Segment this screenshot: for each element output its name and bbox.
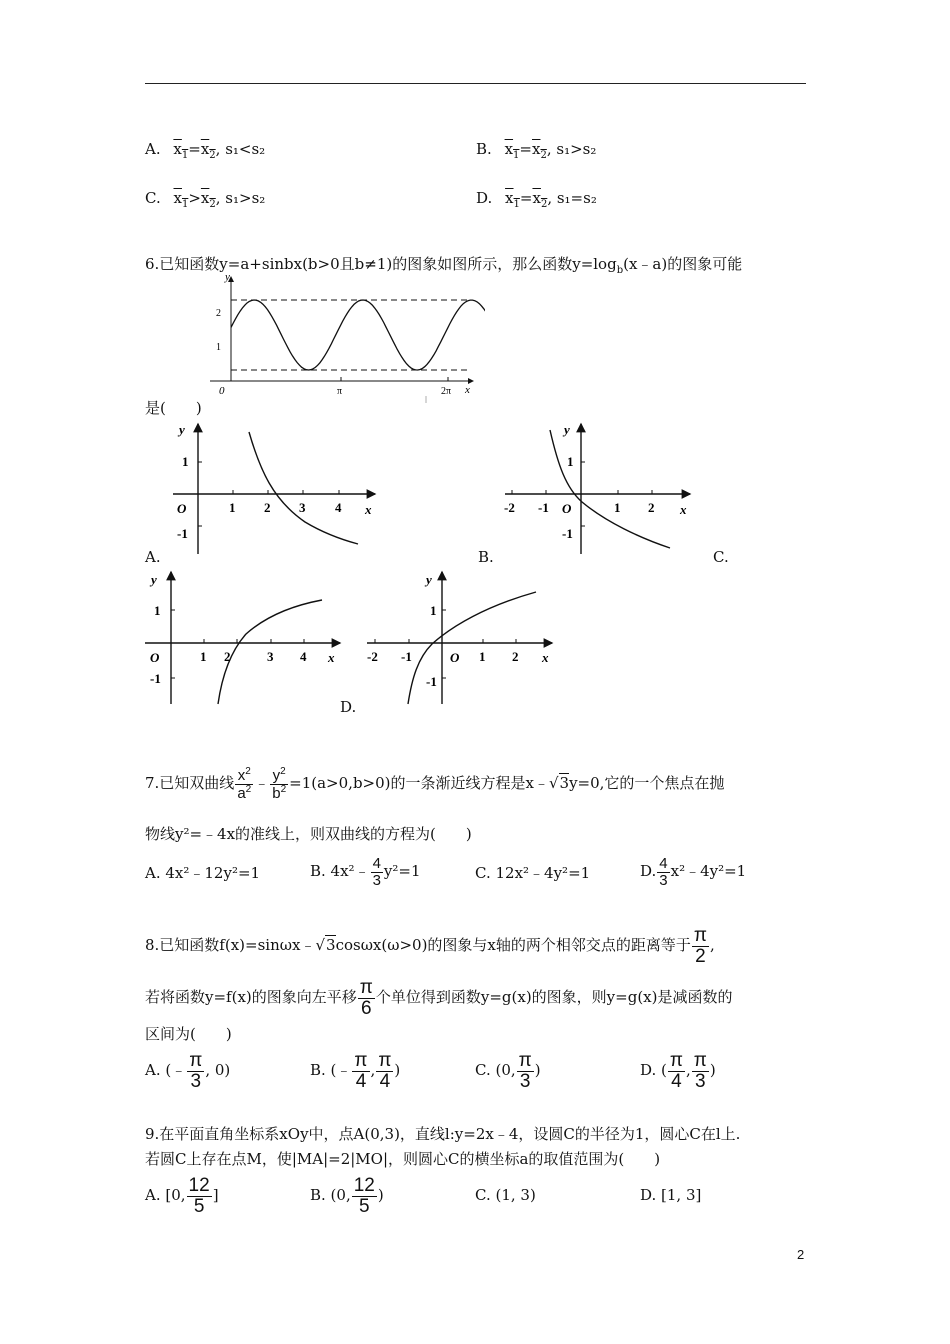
svg-text:3: 3 xyxy=(299,500,306,515)
svg-text:2: 2 xyxy=(224,649,231,664)
q6-label-d: D. xyxy=(340,698,357,716)
q8-option-c: C. (0, $\frac{\pi}{3}$ ) xyxy=(475,1049,541,1092)
graph-b xyxy=(500,420,700,560)
sine-pi-label: π xyxy=(337,386,343,397)
q6-label-c: C. xyxy=(713,548,729,566)
q5-option-a: A. $x_1=x_2$, s₁<s₂ xyxy=(145,140,266,161)
q9-option-c: C. (1, 3) xyxy=(475,1186,536,1204)
svg-text:2: 2 xyxy=(512,649,519,664)
svg-text:-1: -1 xyxy=(562,526,573,541)
svg-text:x: x xyxy=(328,650,335,665)
svg-text:-2: -2 xyxy=(367,649,378,664)
sine-curve xyxy=(231,300,485,370)
svg-text:-2: -2 xyxy=(504,500,515,515)
page-number: 2 xyxy=(797,1247,805,1262)
svg-text:2: 2 xyxy=(648,500,655,515)
svg-text:3: 3 xyxy=(267,649,274,664)
svg-text:O: O xyxy=(177,501,187,516)
svg-text:-1: -1 xyxy=(426,674,437,689)
q8-option-a: A. (﹣ $\frac{\pi}{3}$ , 0) xyxy=(145,1049,231,1092)
svg-text:y: y xyxy=(564,422,570,437)
header-rule xyxy=(145,83,806,84)
svg-text:1: 1 xyxy=(154,603,161,618)
svg-text:O: O xyxy=(562,501,572,516)
q5-option-d: D. $x_1=x_2$, s₁=s₂ xyxy=(476,189,597,210)
q9-stem-line1: 9.在平面直角坐标系xOy中，点A(0,3)，直线l:y=2x﹣4，设圆C的半径为1，圆心C在l上. xyxy=(145,1125,741,1143)
svg-text:y: y xyxy=(426,572,432,587)
sine-x-label: x xyxy=(465,384,470,396)
svg-text:-1: -1 xyxy=(538,500,549,515)
q6-stem-line2: 是( ) xyxy=(145,399,202,417)
svg-text:1: 1 xyxy=(567,454,574,469)
q7-option-b: B. 4x²﹣ $\frac{4}{3}$ y²=1 xyxy=(310,854,421,889)
sine-y-label: y xyxy=(225,273,230,283)
svg-text:-1: -1 xyxy=(150,671,161,686)
q6-label-b: B. xyxy=(478,548,494,566)
q8-option-b: B. (﹣ $\frac{\pi}{4}$ , $\frac{\pi}{4}$ ) xyxy=(310,1049,401,1092)
svg-text:1: 1 xyxy=(182,454,189,469)
sine-origin-label: 0 xyxy=(219,385,225,397)
sine-2pi-label: 2π xyxy=(441,386,452,397)
q5-option-b: B. $x_1=x_2$, s₁>s₂ xyxy=(476,140,597,161)
q9-option-d: D. [1, 3] xyxy=(640,1186,702,1204)
sine-tick-1: 1 xyxy=(216,342,221,353)
q7-option-d: D. $\frac{4}{3}$ x²﹣4y²=1 xyxy=(640,854,747,889)
svg-text:x: x xyxy=(542,650,549,665)
svg-text:1: 1 xyxy=(200,649,207,664)
svg-text:y: y xyxy=(179,422,185,437)
svg-text:-1: -1 xyxy=(177,526,188,541)
q8-stem-line3: 区间为( ) xyxy=(145,1025,232,1043)
q7-stem-line2: 物线y²=﹣4x的准线上，则双曲线的方程为( ) xyxy=(145,825,472,843)
q9-option-b: B. (0, $\frac{12}{5}$ ) xyxy=(310,1174,384,1217)
q6-label-a: A. xyxy=(145,548,161,566)
q7-option-c: C. 12x²﹣4y²=1 xyxy=(475,864,591,882)
svg-text:1: 1 xyxy=(479,649,486,664)
q6-stem: 6.已知函数y=a+sinbx(b>0且b≠1)的图象如图所示，那么函数$y=\log_b(x﹣a)$的图象可能 xyxy=(145,255,743,276)
q8-stem-line1: 8.已知函数f(x)=sinωx﹣√3cosωx(ω>0)的图象与x轴的两个相邻交点的距离等于 $\frac{\pi}{2}$ , xyxy=(145,924,715,967)
svg-text:4: 4 xyxy=(300,649,307,664)
svg-text:1: 1 xyxy=(430,603,437,618)
q9-option-a: A. [0, $\frac{12}{5}$ ] xyxy=(145,1174,219,1217)
q8-option-d: D. ( $\frac{\pi}{4}$ , $\frac{\pi}{3}$ ) xyxy=(640,1049,716,1092)
svg-text:1: 1 xyxy=(614,500,621,515)
graph-a-curve xyxy=(249,432,358,544)
svg-text:O: O xyxy=(450,650,460,665)
svg-text:1: 1 xyxy=(229,500,236,515)
q8-stem-line2: 若将函数y=f(x)的图象向左平移 $\frac{\pi}{6}$ 个单位得到函数y=g(x)的图象，则y=g(x)是减函数的 xyxy=(145,976,733,1019)
q7-stem-line1: 7.已知双曲线 $\frac{x^2}{a^2}$ ﹣ $\frac{y^2}{b^2}$ =1(a>0,b>0)的一条渐近线方程是x﹣√3y=0,它的一个焦点在抛 xyxy=(145,765,725,802)
svg-text:4: 4 xyxy=(335,500,342,515)
q9-stem-line2: 若圆C上存在点M，使|MA|=2|MO|，则圆心C的横坐标a的取值范围为( ) xyxy=(145,1150,661,1168)
q5-option-c: C. $x_1>x_2$, s₁>s₂ xyxy=(145,189,266,210)
graph-c xyxy=(140,568,360,708)
svg-text:-1: -1 xyxy=(401,649,412,664)
svg-text:x: x xyxy=(680,502,687,517)
graph-d xyxy=(362,568,572,708)
q7-option-a: A. 4x²﹣12y²=1 xyxy=(145,864,261,882)
sine-graph xyxy=(195,273,485,403)
svg-text:x: x xyxy=(365,502,372,517)
graph-a xyxy=(165,420,385,560)
svg-text:2: 2 xyxy=(264,500,271,515)
sine-tick-2: 2 xyxy=(216,308,221,319)
svg-text:O: O xyxy=(150,650,160,665)
svg-text:y: y xyxy=(151,572,157,587)
